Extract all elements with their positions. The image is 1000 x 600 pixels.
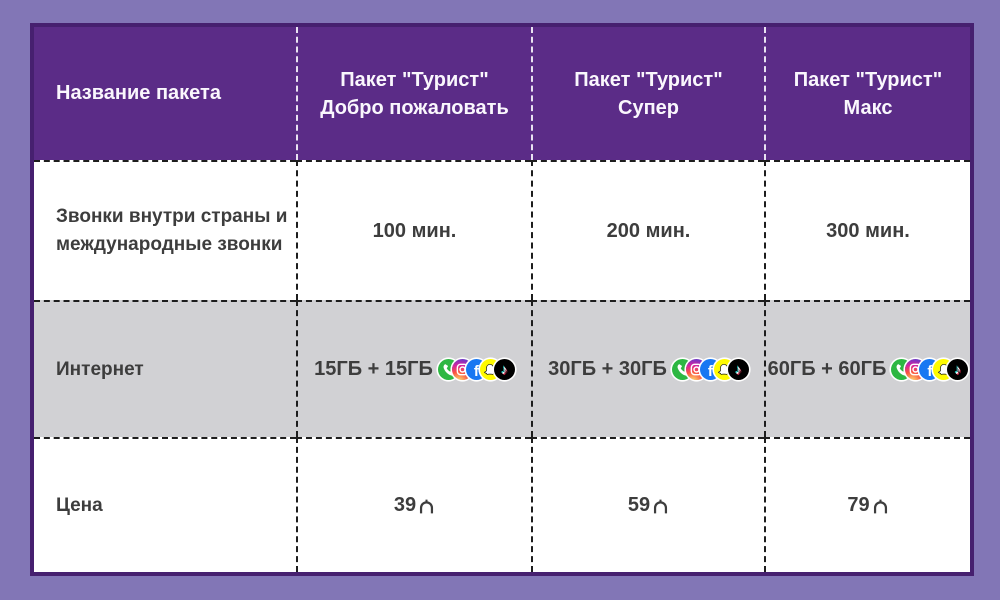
internet-row-label: Интернет: [56, 358, 144, 380]
tiktok-note-glyph: ♪: [501, 362, 508, 377]
header-cell-package-max: [764, 27, 970, 160]
cell-internet-super: [531, 300, 764, 437]
row-label-calls: [34, 160, 296, 300]
social-icons-stack: [438, 359, 515, 380]
tiktok-note-glyph: ♪: [735, 362, 742, 377]
cell-price-welcome: [296, 437, 531, 572]
social-icons-stack: [891, 359, 968, 380]
cell-internet-welcome: [296, 300, 531, 437]
tiktok-note-glyph: ♪: [954, 362, 962, 377]
price-number: 59: [627, 494, 651, 516]
price-value: [847, 494, 888, 517]
calls-value: 300 мин.: [826, 219, 910, 242]
cell-calls-welcome: [296, 160, 531, 300]
internet-amount: 30ГБ + 30ГБ: [548, 358, 667, 380]
header-cell-package-super: [531, 27, 764, 160]
header-cell-package-name: [34, 27, 296, 160]
price-row-label: Цена: [56, 494, 103, 516]
package-super-header-label: [574, 66, 722, 122]
package-welcome-header-label: [320, 66, 509, 122]
tiktok-icon: [728, 359, 749, 380]
price-number: 39: [393, 494, 417, 516]
package-subtitle-line: Макс: [843, 96, 893, 119]
calls-value: 200 мин.: [606, 219, 691, 242]
price-number: 79: [847, 494, 870, 516]
manat-icon: [652, 499, 669, 514]
package-title-line: Пакет "Турист": [793, 68, 943, 91]
internet-amount: 60ГБ + 60ГБ: [767, 358, 887, 380]
row-label-internet: [34, 300, 296, 437]
package-subtitle-line: Добро пожаловать: [320, 96, 509, 119]
facebook-f-glyph: f: [927, 363, 933, 380]
manat-icon: [872, 499, 889, 514]
calls-row-label: Звонки внутри страны и международные звонки: [56, 206, 288, 255]
cell-calls-max: [764, 160, 970, 300]
cell-price-max: [764, 437, 970, 572]
price-value: [628, 494, 669, 517]
tariff-table: [30, 23, 974, 576]
social-icons-stack: [672, 359, 749, 380]
header-cell-package-welcome: [296, 27, 531, 160]
row-label-price: [34, 437, 296, 572]
facebook-f-glyph: f: [707, 363, 713, 380]
calls-value: 100 мин.: [372, 219, 457, 242]
package-max-header-label: [794, 66, 942, 122]
manat-icon: [418, 499, 435, 514]
tiktok-icon: [494, 359, 515, 380]
cell-price-super: [531, 437, 764, 572]
cell-calls-super: [531, 160, 764, 300]
package-subtitle-line: Супер: [618, 96, 679, 119]
price-value: [394, 494, 435, 517]
package-title-line: Пакет "Турист": [574, 68, 723, 91]
package-title-line: Пакет "Турист": [340, 68, 489, 91]
internet-amount: 15ГБ + 15ГБ: [314, 358, 433, 380]
tiktok-icon: [947, 359, 968, 380]
cell-internet-max: [764, 300, 970, 437]
package-name-header-label: Название пакета: [56, 82, 221, 104]
facebook-f-glyph: f: [473, 363, 479, 380]
